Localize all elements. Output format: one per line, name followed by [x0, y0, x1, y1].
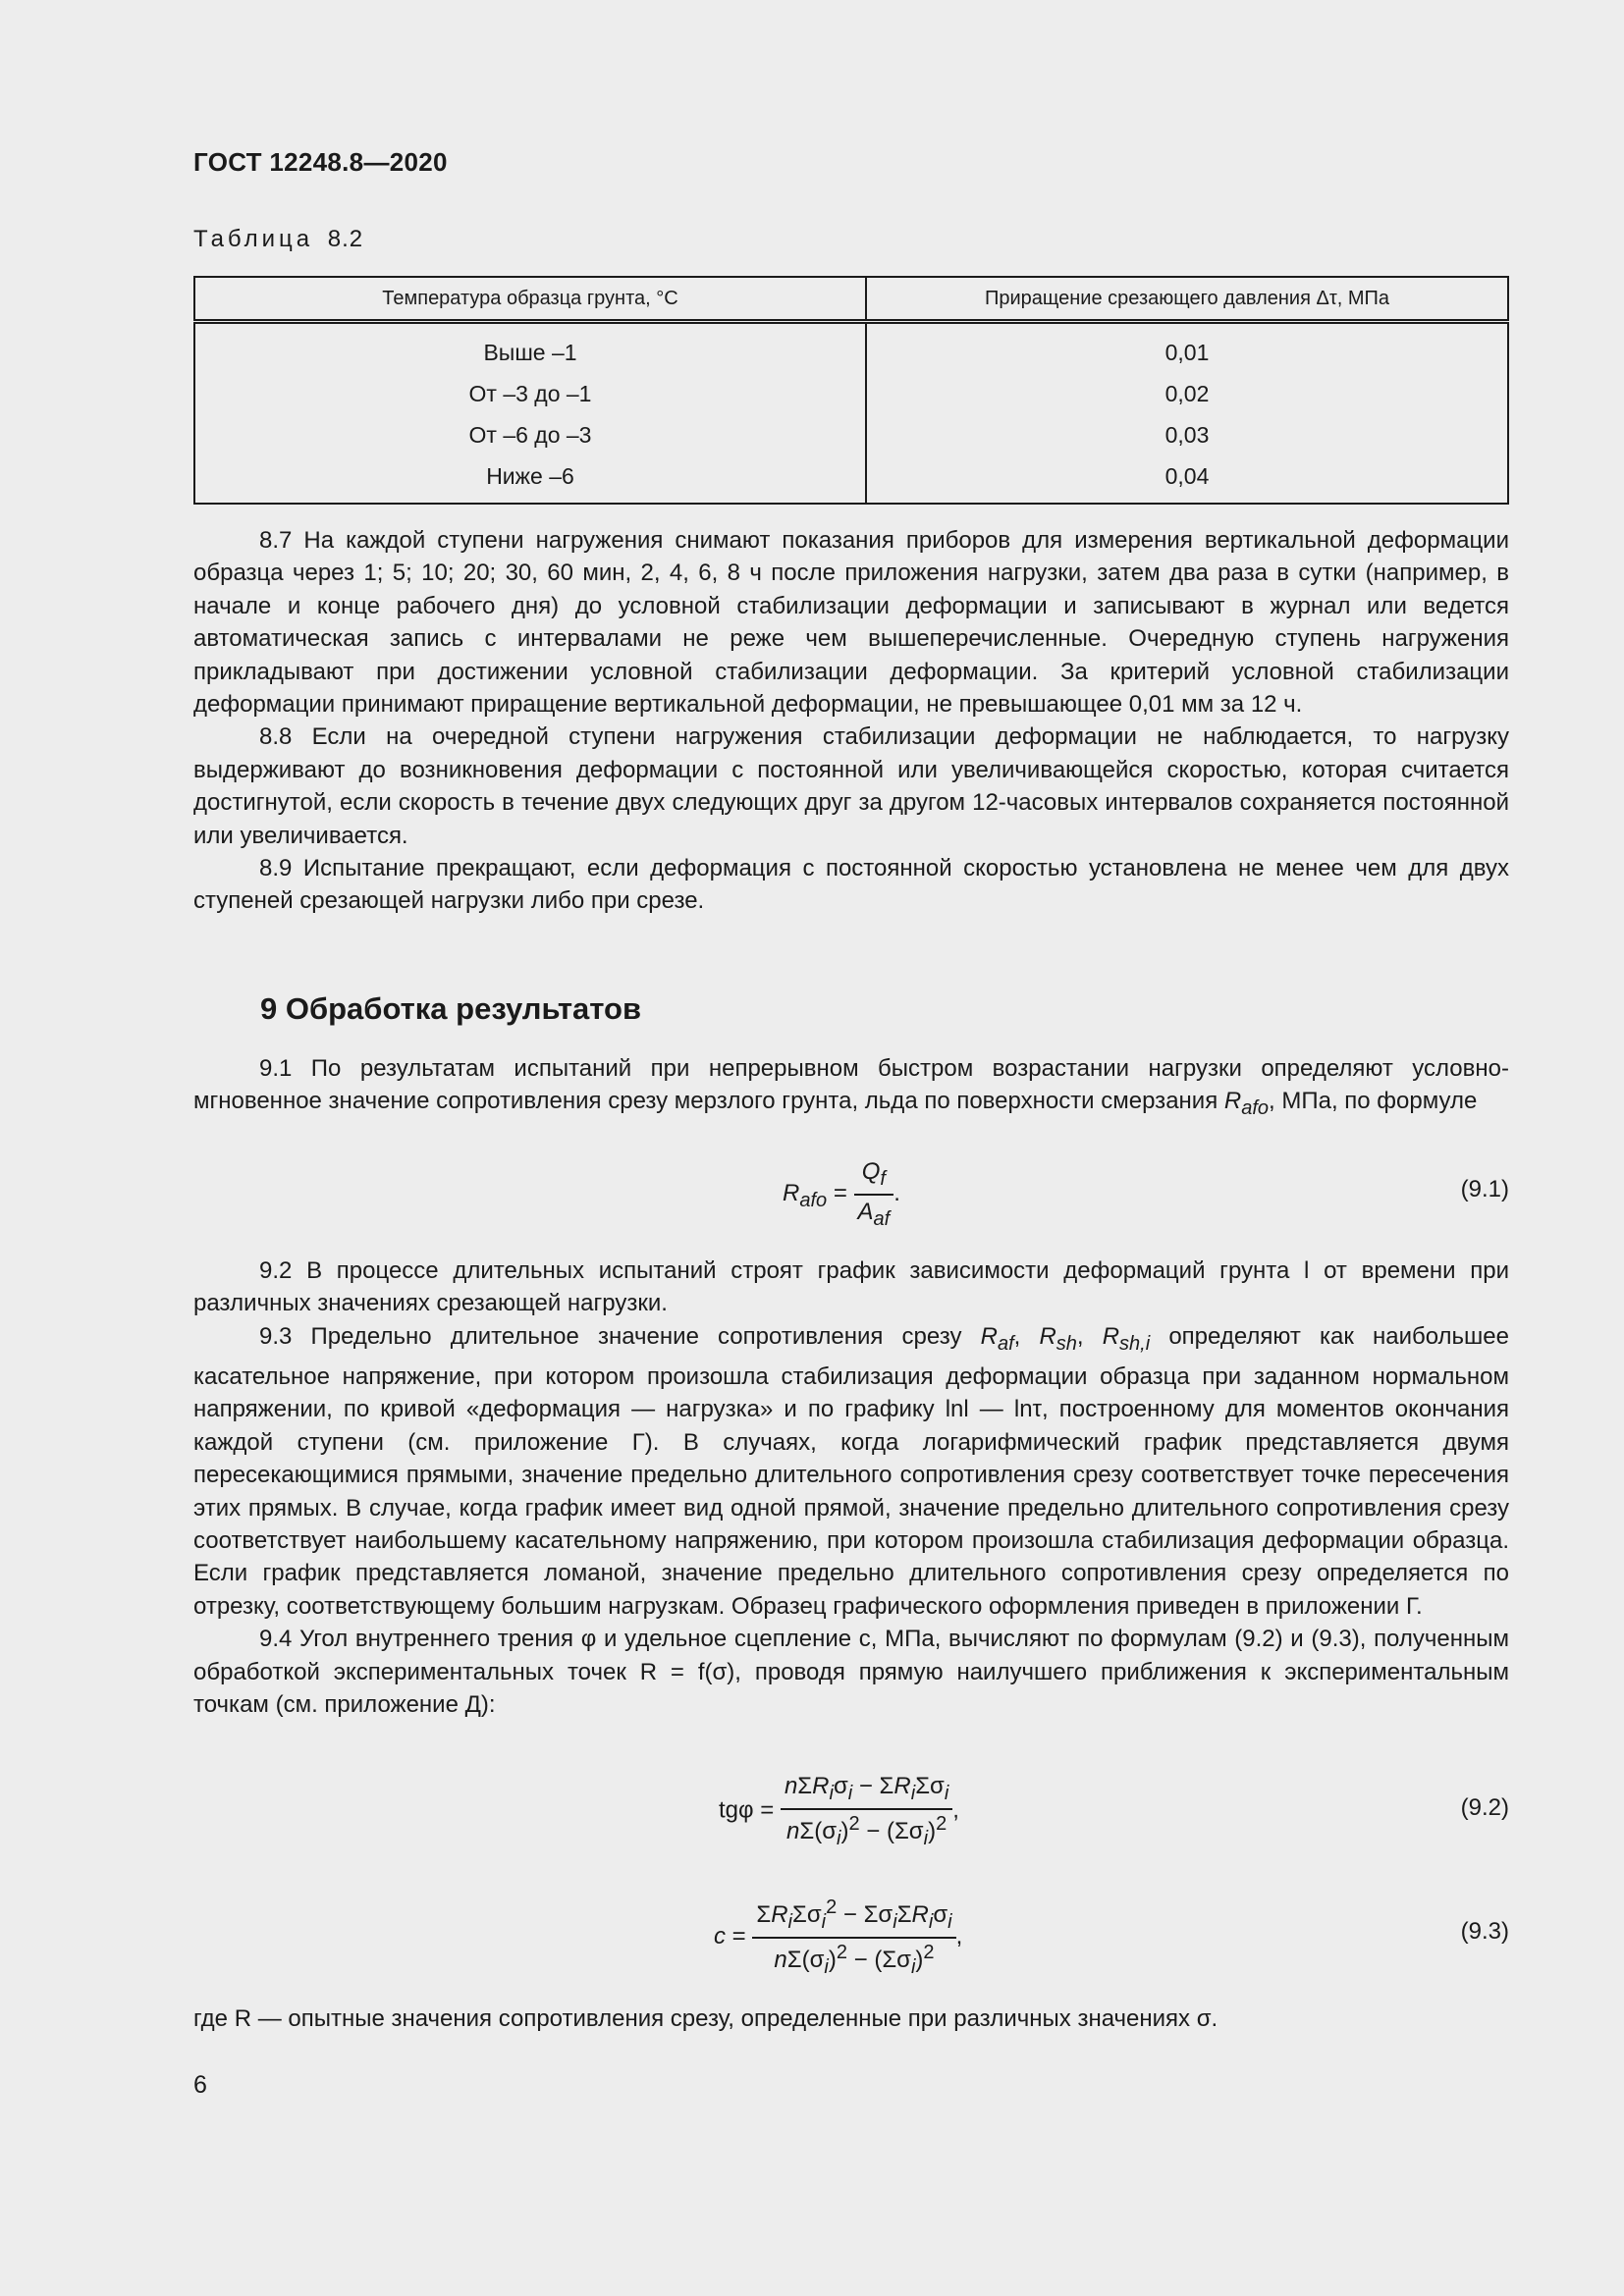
formula-9-3-fraction: $\frac{\Sigma R_i\Sigma\sigma_i^2 - \Sigma\sigma_i\Sigma R_i\sigma_i}{n\Sigma(\sigma_i)^2 - (\Sigma\sigma_i)^2}$ — [752, 1896, 955, 1979]
table-cell-increment: 0,01 — [1164, 339, 1210, 365]
where-note: где R — опытные значения сопротивления срезу, определенные при различных значениях σ. — [193, 2005, 1218, 2032]
page-number: 6 — [193, 2071, 207, 2099]
paragraph-9-1: 9.1 По результатам испытаний при непрерывном быстром возрастании нагрузки определяют условно-мгновенное значение сопротивления срезу мерзлого грунта, льда по поверхности смерзания $R_{afo}$, МПа, по формуле — [193, 1055, 1509, 1120]
section-8-text — [193, 524, 1509, 918]
table-caption-word: Таблица — [193, 226, 314, 252]
table-header-increment: Приращение срезающего давления Δτ, МПа — [866, 277, 1508, 322]
table-cell-increment: 0,04 — [1164, 462, 1210, 489]
table-8-2 — [193, 276, 1509, 505]
table-row — [194, 455, 1508, 504]
formula-9-1-body: $R_{afo}$ = $\frac{Q_f}{A_{af}}$ . — [783, 1158, 900, 1230]
table-cell-temperature: Ниже –6 — [194, 455, 866, 504]
paragraph-8-9: 8.9 Испытание прекращают, если деформация с постоянной скоростью установлена не менее чем для двух ступеней срезающей нагрузки либо при срезе. — [193, 855, 1509, 915]
table-caption — [193, 226, 363, 253]
formula-9-3-body: c = $\frac{\Sigma R_i\Sigma\sigma_i^2 - \Sigma\sigma_i\Sigma R_i\sigma_i}{n\Sigma(\sigma_i)^2 - (\Sigma\sigma_i)^2}$ , — [714, 1896, 963, 1978]
table-cell-temperature: Выше –1 — [194, 322, 866, 374]
formula-9-1-fraction: $\frac{Q_f}{A_{af}}$ — [854, 1158, 894, 1231]
paragraph-9-3-rest: определяют как наибольшее касательное напряжение, при котором произошла стабилизация деформации образца при заданном нормальном напряжении, по кривой «деформация — нагрузка» и по графику lnl — lnτ, построенному для моментов окончания каждой ступени (см. приложение Г). В случаях, когда логарифмический график представляется двумя пересекающимися прямыми, значение предельно длительного сопротивления срезу соответствует точке пересечения этих прямых. В случае, когда график имеет вид одной прямой, значение предельно длительного сопротивления срезу соответствует наибольшему касательному напряжению, при котором произошла стабилизация деформации образца. Если график представляется ломаной, значение предельно длительного сопротивления срезу определяется по отрезку, соответствующему большим нагрузкам. Образец графического оформления приведен в приложении Г. — [193, 1322, 1510, 1620]
formula-9-2-fraction: $\frac{n\Sigma R_i\sigma_i - \Sigma R_i\Sigma\sigma_i}{n\Sigma(\sigma_i)^2 - (\Sigma\sigma_i)^2}$ — [781, 1773, 952, 1850]
paragraphs-9-2-9-4 — [193, 1255, 1509, 1721]
table-header-row — [194, 277, 1508, 322]
paragraph-9-2: 9.2 В процессе длительных испытаний строят график зависимости деформаций грунта l от времени при различных значениях срезающей нагрузки. — [193, 1257, 1509, 1317]
formula-9-2-number: (9.2) — [1460, 1794, 1509, 1821]
paragraph-8-8: 8.8 Если на очередной ступени нагружения стабилизации деформации не наблюдается, то нагрузку выдерживают до возникновения деформации с постоянной или увеличивающейся скоростью, которая считается достигнутой, если скорость в течение двух следующих друг за другом 12-часовых интервалов сохраняется постоянной или увеличивается. — [193, 723, 1509, 849]
paragraph-9-1-text: 9.1 По результатам испытаний при непрерывном быстром возрастании нагрузки определяют условно-мгновенное значение сопротивления срезу мерзлого грунта, льда по поверхности смерзания — [193, 1055, 1509, 1115]
table-row — [194, 322, 1508, 374]
table-cell-temperature: От –6 до –3 — [194, 414, 866, 455]
table-cell-increment: 0,02 — [1164, 380, 1210, 406]
formula-9-2-body: tgφ = $\frac{n\Sigma R_i\sigma_i - \Sigma R_i\Sigma\sigma_i}{n\Sigma(\sigma_i)^2 - (\Sigma\sigma_i)^2}$ , — [719, 1773, 959, 1849]
table-cell-temperature: От –3 до –1 — [194, 373, 866, 414]
section-9-heading: 9 Обработка результатов — [260, 991, 642, 1026]
table-header-temperature: Температура образца грунта, °C — [194, 277, 866, 322]
paragraph-8-7: 8.7 На каждой ступени нагружения снимают показания приборов для измерения вертикальной деформации образца через 1; 5; 10; 20; 30, 60 мин, 2, 4, 6, 8 ч после приложения нагрузки, затем два раза в сутки (например, в начале и конце рабочего дня) до условной стабилизации деформации и записывают в журнал или ведется автоматическая запись с интервалами не реже чем вышеперечисленные. Очередную ступень нагружения прикладывают при достижении условной стабилизации деформации. За критерий условной стабилизации деформации принимают приращение вертикальной деформации, не превышающее 0,01 мм за 12 ч. — [193, 527, 1509, 719]
where-note-block — [193, 2002, 1509, 2035]
paragraph-9-3: 9.3 Предельно длительное значение сопротивления срезу $R_{af}$, $R_{sh}$, $R_{sh,i}$ определяют как наибольшее касательное напряжение, при котором произошла стабилизация деформации образца при заданном нормальном напряжении, по кривой «деформация — нагрузка» и по графику lnl — lnτ, построенному для моментов окончания каждой ступени (см. приложение Г). В случаях, когда логарифмический график представляется двумя пересекающимися прямыми, значение предельно длительного сопротивления срезу соответствует точке пересечения этих прямых. В случае, когда график имеет вид одной прямой, значение предельно длительного сопротивления срезу соответствует наибольшему касательному напряжению, при котором произошла стабилизация деформации образца. Если график представляется ломаной, значение предельно длительного сопротивления срезу определяется по отрезку, соответствующему большим нагрузкам. Образец графического оформления приведен в приложении Г. — [193, 1322, 1510, 1620]
paragraph-9-1-tail: , МПа, по формуле — [1269, 1088, 1478, 1115]
paragraph-9-3-start: 9.3 Предельно длительное значение сопротивления срезу — [259, 1322, 962, 1350]
table-cell-increment: 0,03 — [1164, 421, 1210, 448]
table-row — [194, 414, 1508, 455]
formula-9-1-number: (9.1) — [1460, 1176, 1509, 1202]
table-caption-number: 8.2 — [327, 226, 364, 252]
paragraph-9-1-block — [193, 1052, 1509, 1126]
standard-code: ГОСТ 12248.8—2020 — [193, 147, 448, 177]
paragraph-9-4: 9.4 Угол внутреннего трения φ и удельное сцепление c, МПа, вычисляют по формулам (9.2) и (9.3), полученным обработкой экспериментальных точек R = f(σ), проводя прямую наилучшего приближения к экспериментальным точкам (см. приложение Д): — [193, 1626, 1509, 1719]
table-row — [194, 373, 1508, 414]
formula-9-3-number: (9.3) — [1460, 1918, 1509, 1945]
